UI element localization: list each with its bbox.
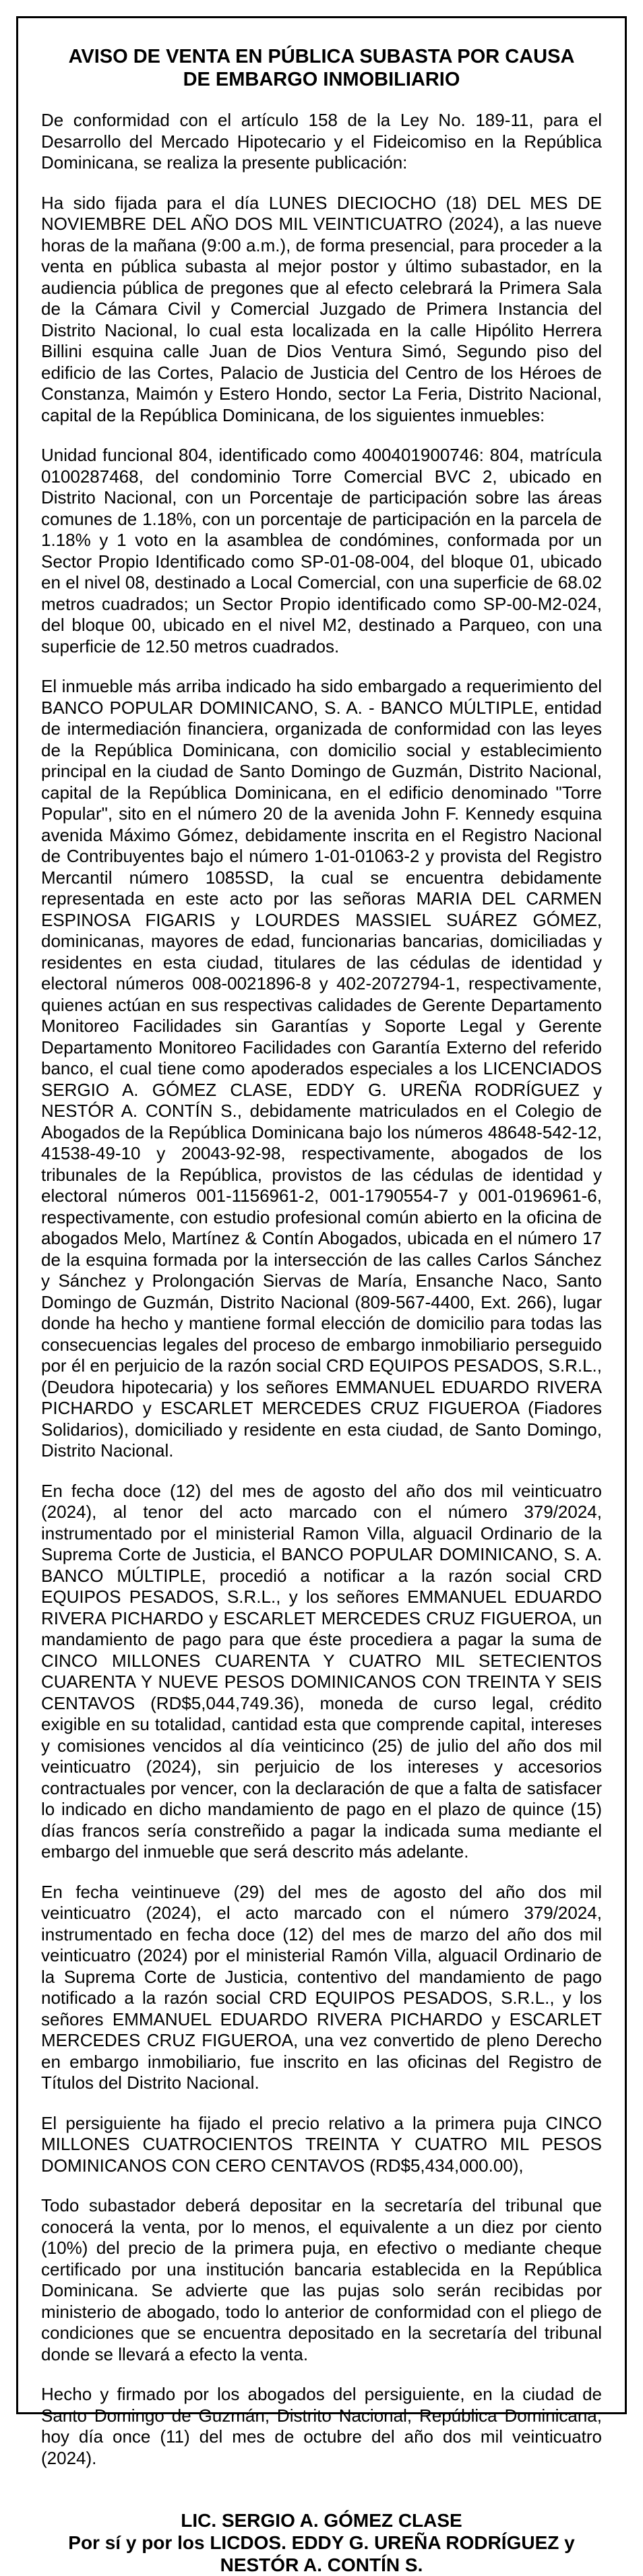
paragraph-property-description: Unidad funcional 804, identificado como 400401900746: 804, matrícula 0100287468, del condominio Torre Comercial BVC 2, ubicado en Distrito Nacional, con un Porcentaje de participación sobre las áreas comunes de 1.18%, con un porcentaje de participación en la parcela de 1.18% y 1 voto en la asamblea de condómines, conformada por un Sector Propio Identificado como SP-01-08-004, del bloque 01, ubicado en el nivel 08, destinado a Local Comercial, con una superficie de 68.02 metros cuadrados; un Sector Propio identificado como SP-00-M2-024, del bloque 00, ubicado en el nivel M2, destinado a Parqueo, con una superficie de 12.50 metros cuadrados. [41,445,602,656]
paragraph-registration: En fecha veintinueve (29) del mes de agosto del año dos mil veinticuatro (2024), el acto marcado con el número 379/2024, instrumentado en fecha doce (12) del mes de marzo del año dos mil veinticuatro (2024) por el ministerial Ramón Villa, alguacil Ordinario de la Suprema Corte de Justicia, contentivo del mandamiento de pago notificado a la razón social CRD EQUIPOS PESADOS, S.R.L., y los señores EMMANUEL EDUARDO RIVERA PICHARDO y ESCARLET MERCEDES CRUZ FIGUEROA, una vez convertido de pleno Derecho en embargo inmobiliario, fue inscrito en las oficinas del Registro de Títulos del Distrito Nacional. [41,1881,602,2093]
paragraph-starting-price: El persiguiente ha fijado el precio relativo a la primera puja CINCO MILLONES CUATROCIENTOS TREINTA Y CUATRO MIL PESOS DOMINICANOS CON CERO CENTAVOS (RD$5,434,000.00), [41,2112,602,2176]
paragraph-signed-date: Hecho y firmado por los abogados del persiguiente, en la ciudad de Santo Domingo de Guzmán, Distrito Nacional, República Dominicana, hoy día once (11) del mes de octubre del año dos mil veinticuatro (2024). [41,2384,602,2468]
paragraph-deposit-conditions: Todo subastador deberá depositar en la secretaría del tribunal que conocerá la venta, por lo menos, el equivalente a un diez por ciento (10%) del precio de la primera puja, en efectivo o mediante cheque certificado por una institución bancaria establecida en la República Dominicana. Se advierte que las pujas solo serán recibidas por ministerio de abogado, todo lo anterior de conformidad con el pliego de condiciones que se encuentra depositado en la secretaría del tribunal donde se llevará a efecto la venta. [41,2195,602,2364]
paragraph-creditor-details: El inmueble más arriba indicado ha sido embargado a requerimiento del BANCO POPULAR DOMINICANO, S. A. - BANCO MÚLTIPLE, entidad de intermediación financiera, organizada de conformidad con las leyes de la República Dominicana, con domicilio social y establecimiento principal en la ciudad de Santo Domingo de Guzmán, Distrito Nacional, capital de la República Dominicana, en el edificio denominado "Torre Popular", sito en el número 20 de la avenida John F. Kennedy esquina avenida Máximo Gómez, debidamente inscrita en el Registro Nacional de Contribuyentes bajo el número 1-01-01063-2 y provista del Registro Mercantil número 1085SD, la cual se encuentra debidamente representada en este acto por las señoras MARIA DEL CARMEN ESPINOSA FIGARIS y LOURDES MASSIEL SUÁREZ GÓMEZ, dominicanas, mayores de edad, funcionarias bancarias, domiciliadas y residentes en esta ciudad, titulares de las cédulas de identidad y electoral números 008-0021896-8 y 402-2072794-1, respectivamente, quienes actúan en sus respectivas calidades de Gerente Departamento Monitoreo Facilidades sin Garantías y Soporte Legal y Gerente Departamento Monitoreo Facilidades con Garantía Externo del referido banco, el cual tiene como apoderados especiales a los LICENCIADOS SERGIO A. GÓMEZ CLASE, EDDY G. UREÑA RODRÍGUEZ y NESTÓR A. CONTÍN S., debidamente matriculados en el Colegio de Abogados de la República Dominicana bajo los números 48648-542-12, 41538-49-10 y 20043-92-98, respectivamente, abogados de los tribunales de la República, provistos de las cédulas de identidad y electoral números 001-1156961-2, 001-1790554-7 y 001-0196961-6, respectivamente, con estudio profesional común abierto en la oficina de abogados Melo, Martínez & Contín Abogados, ubicada en el número 17 de la esquina formada por la intersección de las calles Carlos Sánchez y Sánchez y Prolongación Siervas de María, Ensanche Naco, Santo Domingo de Guzmán, Distrito Nacional (809-567-4400, Ext. 266), lugar donde ha hecho y mantiene formal elección de domicilio para todas las consecuencias legales del proceso de embargo inmobiliario perseguido por él en perjuicio de la razón social CRD EQUIPOS PESADOS, S.R.L., (Deudora hipotecaria) y los señores EMMANUEL EDUARDO RIVERA PICHARDO y ESCARLET MERCEDES CRUZ FIGUEROA (Fiadores Solidarios), domiciliado y residente en esta ciudad, de Santo Domingo, Distrito Nacional. [41,676,602,1461]
notice-title-line-1: AVISO DE VENTA EN PÚBLICA SUBASTA POR CAUSA [68,46,575,67]
signature-line-1: LIC. SERGIO A. GÓMEZ CLASE [181,2510,462,2531]
signature-line-3: NESTÓR A. CONTÍN S. [220,2554,423,2575]
notice-title-line-2: DE EMBARGO INMOBILIARIO [183,69,460,90]
paragraph-legal-basis: De conformidad con el artículo 158 de la Ley No. 189-11, para el Desarrollo del Mercado Hipotecario y el Fideicomiso en la República Dominicana, se realiza la presente publicación: [41,110,602,173]
notice-title [41,45,602,91]
signature-block [41,2509,602,2576]
notice-frame [16,16,627,2575]
signature-line-2: Por sí y por los LICDOS. EDDY G. UREÑA RODRÍGUEZ y [68,2532,575,2553]
paragraph-auction-date: Ha sido fijada para el día LUNES DIECIOCHO (18) DEL MES DE NOVIEMBRE DEL AÑO DOS MIL VEINTICUATRO (2024), a las nueve horas de la mañana (9:00 a.m.), de forma presencial, para proceder a la venta en pública subasta al mejor postor y último subastador, en la audiencia pública de pregones que al efecto celebrará la Primera Sala de la Cámara Civil y Comercial Juzgado de Primera Instancia del Distrito Nacional, lo cual esta localizada en la calle Hipólito Herrera Billini esquina calle Juan de Dios Ventura Simó, Segundo piso del edificio de las Cortes, Palacio de Justicia del Centro de los Héroes de Constanza, Maimón y Estero Hondo, sector La Feria, Distrito Nacional, capital de la República Dominicana, de los siguientes inmuebles: [41,192,602,425]
paragraph-payment-order: En fecha doce (12) del mes de agosto del año dos mil veinticuatro (2024), al tenor del acto marcado con el número 379/2024, instrumentado por el ministerial Ramon Villa, alguacil Ordinario de la Suprema Corte de Justicia, el BANCO POPULAR DOMINICANO, S. A. BANCO MÚLTIPLE, procedió a notificar a la razón social CRD EQUIPOS PESADOS, S.R.L., y los señores EMMANUEL EDUARDO RIVERA PICHARDO y ESCARLET MERCEDES CRUZ FIGUEROA, un mandamiento de pago para que éste procediera a pagar la suma de CINCO MILLONES CUARENTA Y CUATRO MIL SETECIENTOS CUARENTA Y NUEVE PESOS DOMINICANOS CON TREINTA Y SEIS CENTAVOS (RD$5,044,749.36), moneda de curso legal, crédito exigible en su totalidad, cantidad esta que comprende capital, intereses y comisiones vencidos al día veinticinco (25) de julio del año dos mil veinticuatro (2024), sin perjuicio de los intereses y accesorios contractuales por vencer, con la declaración de que a falta de satisfacer lo indicado en dicho mandamiento de pago en el plazo de quince (15) días francos sería constreñido a pagar la indicada suma mediante el embargo del inmueble que será descrito más adelante. [41,1480,602,1862]
